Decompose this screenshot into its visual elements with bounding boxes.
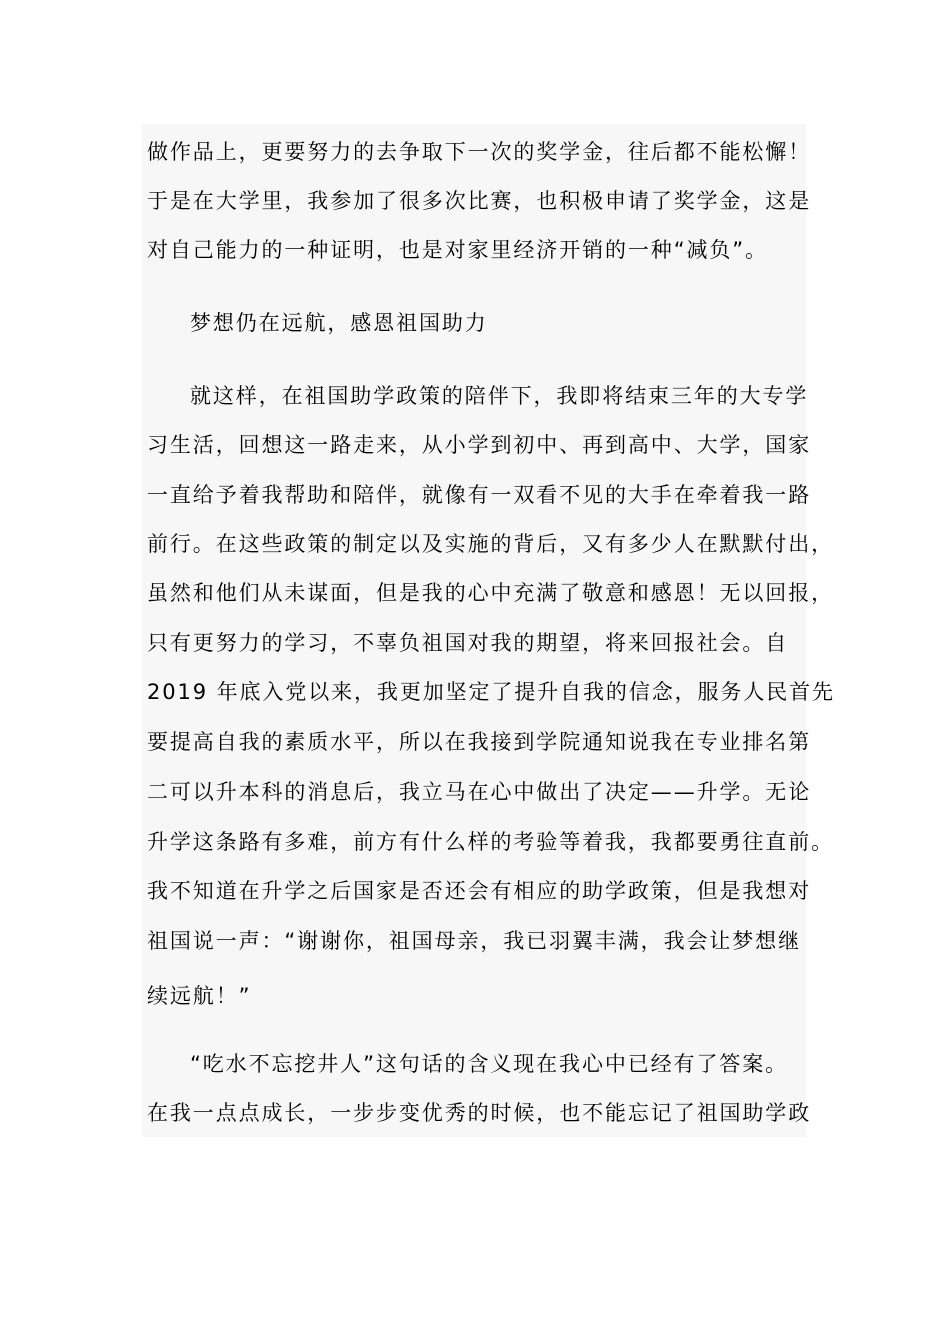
text-line: 一直给予着我帮助和陪伴，就像有一双看不见的大手在牵着我一路 <box>147 483 812 507</box>
text-line: 升学这条路有多难，前方有什么样的考验等着我，我都要勇往直前。 <box>147 830 834 854</box>
text-line: 前行。在这些政策的制定以及实施的背后，又有多少人在默默付出， <box>147 532 834 556</box>
text-line: 于是在大学里，我参加了很多次比赛，也积极申请了奖学金，这是 <box>147 189 812 213</box>
text-line: “吃水不忘挖井人”这句话的含义现在我心中已经有了答案。 <box>190 1052 789 1076</box>
text-line: 虽然和他们从未谋面，但是我的心中充满了敬意和感恩！无以回报， <box>147 581 834 605</box>
text-line: 做作品上，更要努力的去争取下一次的奖学金，往后都不能松懈！ <box>147 140 812 164</box>
text-line: 要提高自我的素质水平，所以在我接到学院通知说我在专业排名第 <box>147 730 812 754</box>
text-line: 续远航！” <box>147 984 252 1008</box>
text-line: 只有更努力的学习，不辜负祖国对我的期望，将来回报社会。自 <box>147 631 789 655</box>
text-line: 就这样，在祖国助学政策的陪伴下，我即将结束三年的大专学 <box>190 384 809 408</box>
text-line: 我不知道在升学之后国家是否还会有相应的助学政策，但是我想对 <box>147 879 812 903</box>
text-line: 2019 年底入党以来，我更加坚定了提升自我的信念，服务人民首先 <box>147 680 835 704</box>
text-line: 祖国说一声：“谢谢你，祖国母亲，我已羽翼丰满，我会让梦想继 <box>147 929 801 953</box>
text-line: 对自己能力的一种证明，也是对家里经济开销的一种“减负”。 <box>147 238 768 262</box>
section-heading: 梦想仍在远航，感恩祖国助力 <box>190 311 488 335</box>
text-line: 习生活，回想这一路走来，从小学到初中、再到高中、大学，国家 <box>147 433 812 457</box>
text-line: 在我一点点成长，一步步变优秀的时候，也不能忘记了祖国助学政 <box>147 1101 812 1125</box>
text-line: 二可以升本科的消息后，我立马在心中做出了决定——升学。无论 <box>147 780 812 804</box>
